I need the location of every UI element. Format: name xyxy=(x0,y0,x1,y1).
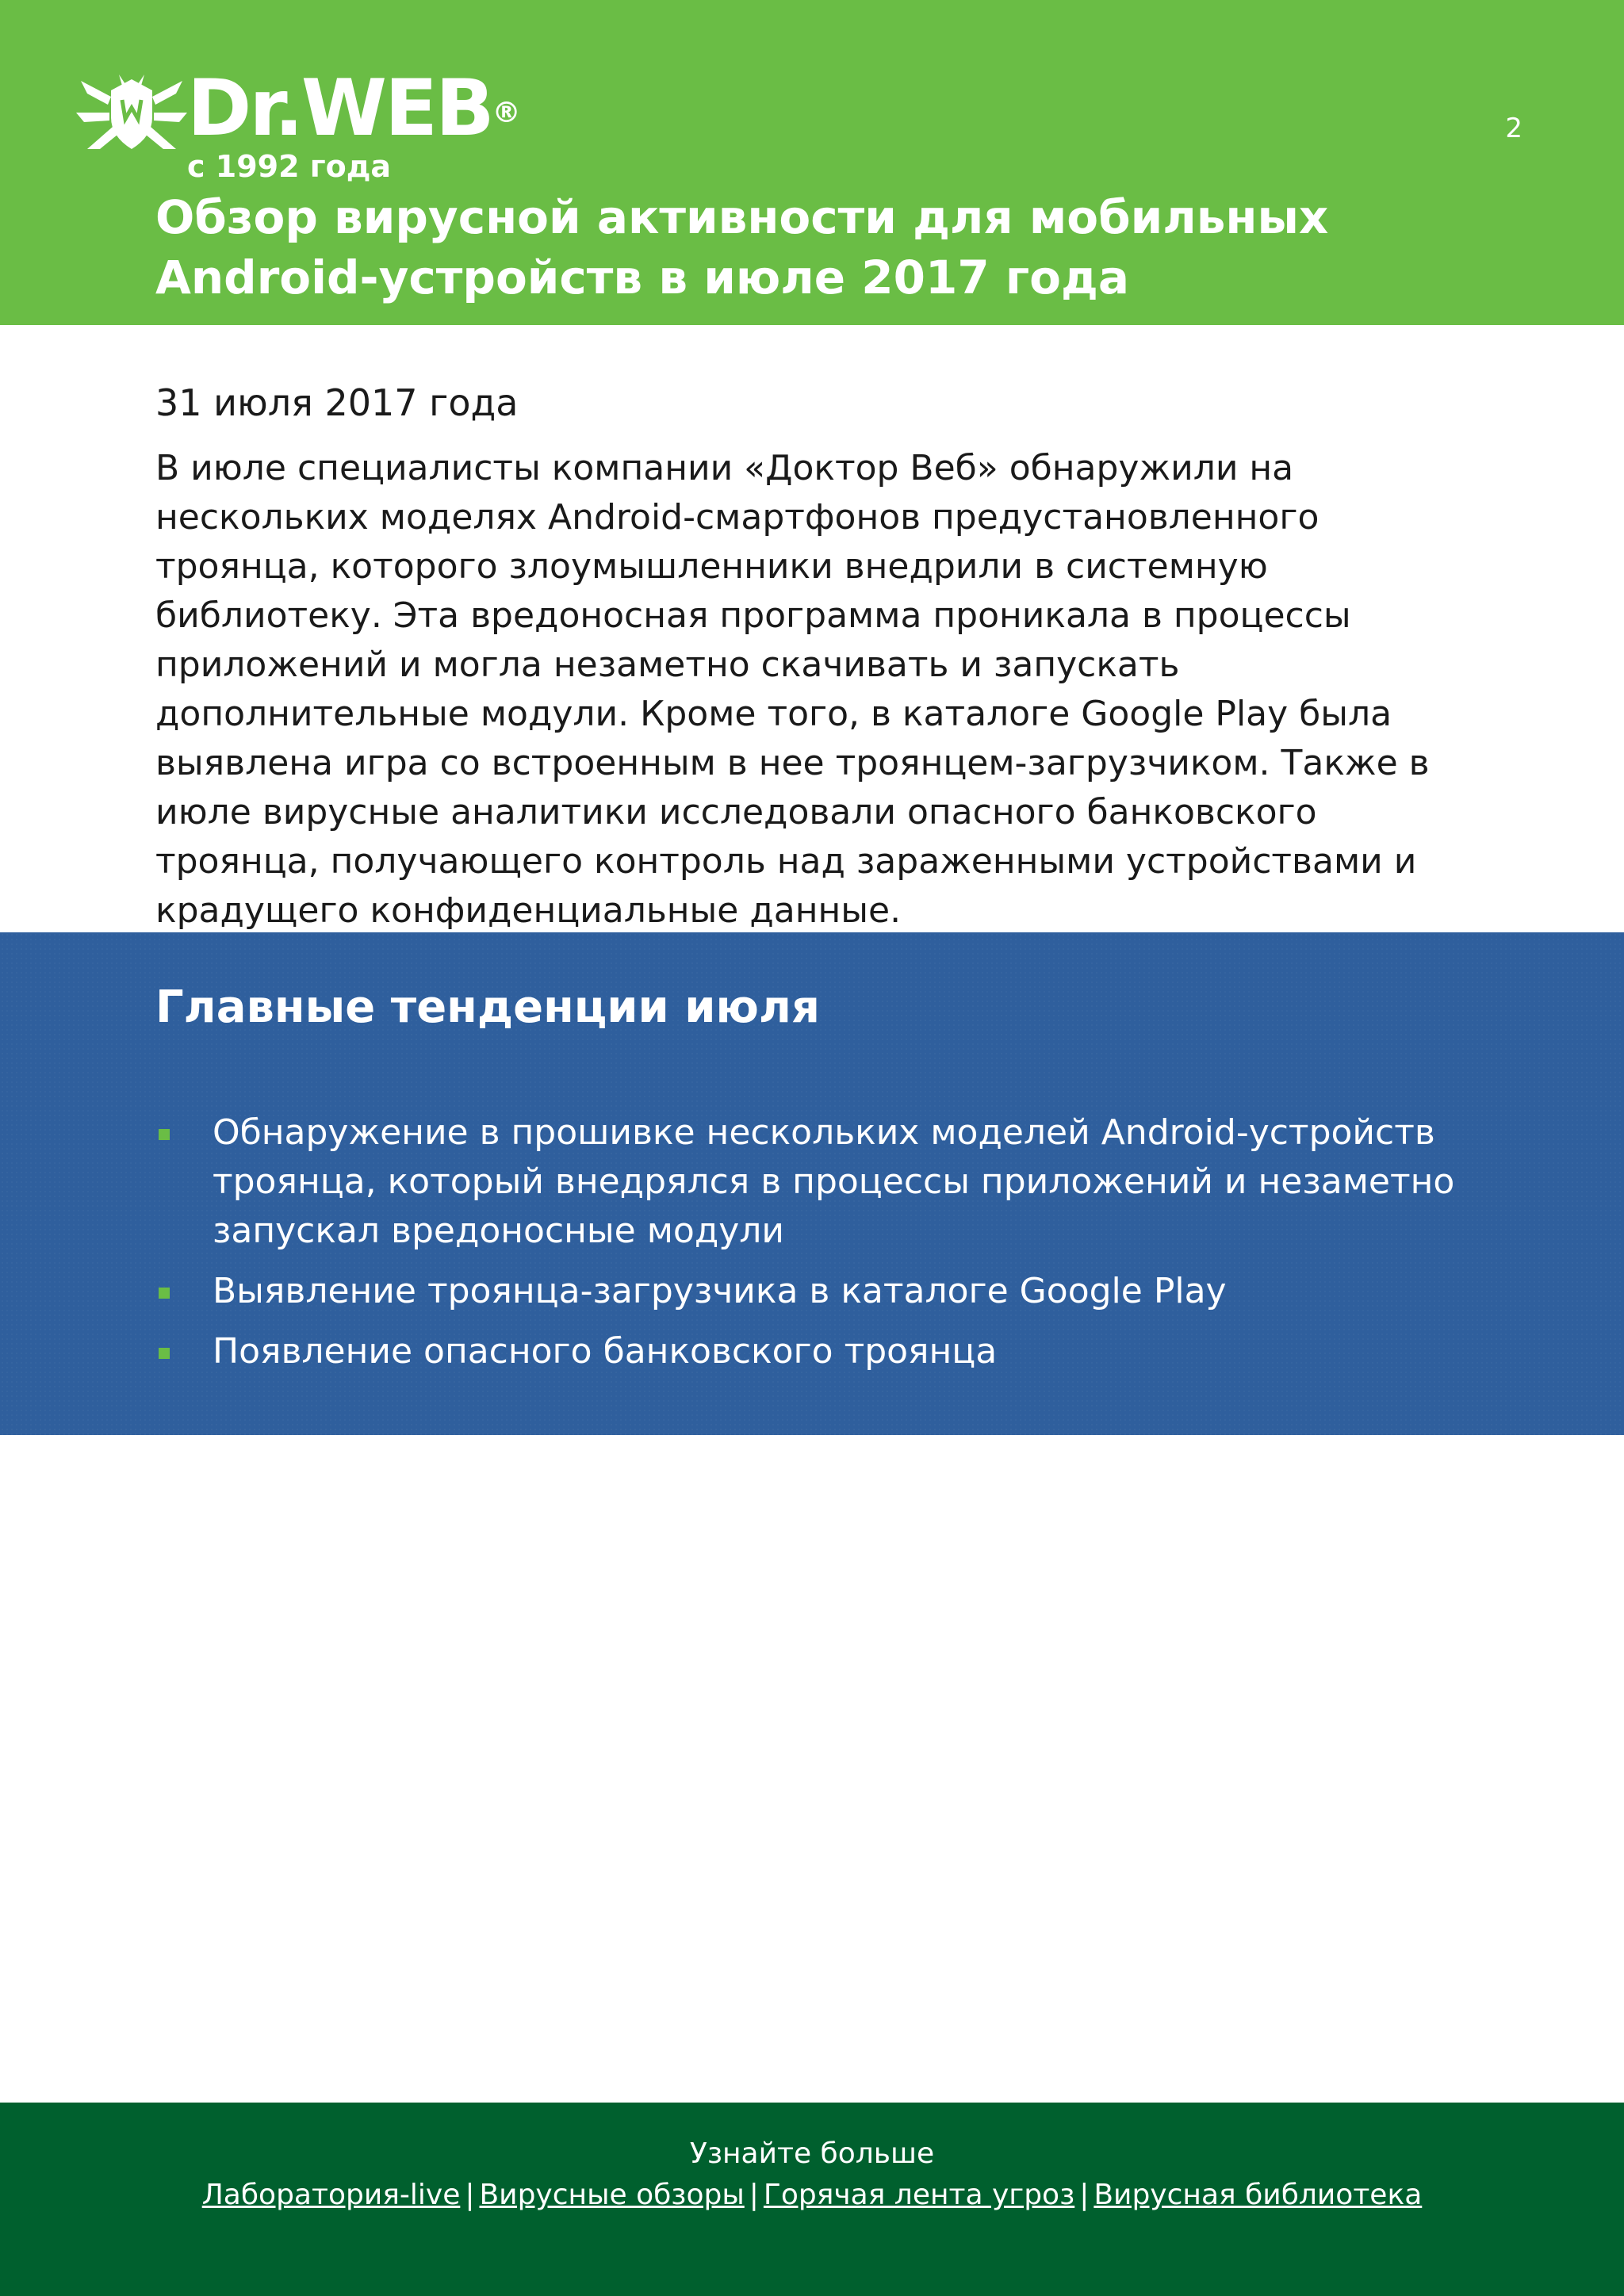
link-separator: | xyxy=(465,2179,475,2211)
link-laboratory-live[interactable]: Лаборатория-live xyxy=(201,2179,461,2211)
trends-title: Главные тенденции июля xyxy=(155,982,820,1033)
list-item-text: Выявление троянца-загрузчика в каталоге Google Play xyxy=(213,1271,1227,1311)
article-date: 31 июля 2017 года xyxy=(155,381,519,424)
registered-mark: ® xyxy=(492,97,521,129)
page-footer xyxy=(0,2103,1624,2296)
link-hot-threat-feed[interactable]: Горячая лента угроз xyxy=(763,2179,1075,2211)
trends-list xyxy=(155,1108,1503,1387)
page-header xyxy=(0,0,1624,325)
list-item-text: Появление опасного банковского троянца xyxy=(213,1331,998,1372)
since-year: с 1992 года xyxy=(187,149,392,184)
bullet-square-icon xyxy=(159,1348,170,1359)
list-item-text: Обнаружение в прошивке нескольких моделей Android-устройств троянца, который внедрялся в процессы приложений и незаметно запускал вредоносные модули xyxy=(213,1112,1455,1251)
link-virus-library[interactable]: Вирусная библиотека xyxy=(1094,2179,1423,2211)
footer-heading: Узнайте больше xyxy=(689,2137,935,2170)
page-title: Обзор вирусной активности для мобильных Android-устройств в июле 2017 года xyxy=(155,190,1329,304)
page-number: 2 xyxy=(1505,113,1522,144)
list-item xyxy=(155,1267,1503,1316)
list-item xyxy=(155,1108,1503,1256)
trends-section xyxy=(0,932,1624,1435)
link-separator: | xyxy=(749,2179,759,2211)
link-virus-reviews[interactable]: Вирусные обзоры xyxy=(479,2179,745,2211)
article-intro: В июле специалисты компании «Доктор Веб» обнаружили на нескольких моделях Android-смартфонов предустановленного троянца, которого злоумышленники внедрили в системную библиотеку. Эта вредоносная программа проникала в процессы приложений и могла незаметно скачивать и запускать дополнительные модули. Кроме того, в каталоге Google Play была выявлена игра со встроенным в нее троянцем-загрузчиком. Также в июле вирусные аналитики исследовали опасного банковского троянца, получающего контроль над зараженными устройствами и крадущего конфиденциальные данные. xyxy=(155,448,1430,931)
drweb-spider-icon xyxy=(76,73,187,157)
link-separator: | xyxy=(1079,2179,1090,2211)
bullet-square-icon xyxy=(159,1288,170,1299)
brand-name: Dr.WEB® xyxy=(187,63,521,154)
footer-links xyxy=(0,2175,1624,2215)
bullet-square-icon xyxy=(159,1129,170,1140)
list-item xyxy=(155,1327,1503,1376)
